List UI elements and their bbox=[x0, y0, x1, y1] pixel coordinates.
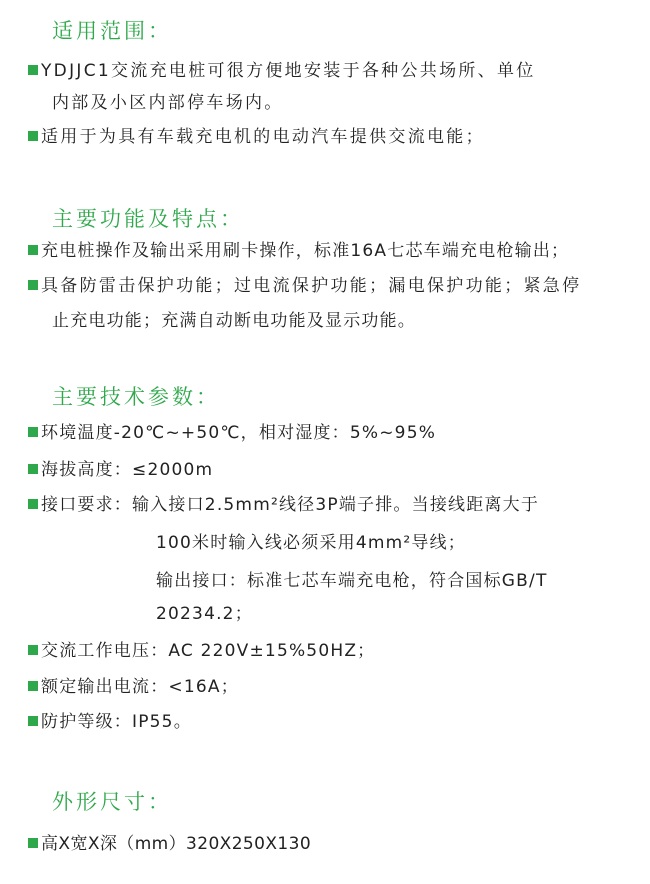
bullet-square-icon bbox=[28, 65, 38, 75]
bullet-square-icon bbox=[28, 245, 38, 255]
dimensions-size-text: 高X宽X深（mm）320X250X130 bbox=[41, 834, 312, 854]
bullet-square-icon bbox=[28, 427, 38, 437]
features-item-1 bbox=[28, 240, 569, 262]
spec-current-text: 额定输出电流：<16A； bbox=[41, 677, 239, 697]
scope-item-1 bbox=[28, 60, 536, 82]
bullet-square-icon bbox=[28, 131, 38, 141]
spec-protection bbox=[28, 711, 192, 733]
features-item-1-text: 充电桩操作及输出采用刷卡操作，标准16A七芯车端充电枪输出； bbox=[41, 241, 570, 261]
spec-altitude bbox=[28, 459, 213, 481]
features-item-2-text: 具备防雷击保护功能；过电流保护功能；漏电保护功能；紧急停 bbox=[41, 276, 582, 296]
spec-interface-line-3: 输出接口：标准七芯车端充电枪，符合国标GB/T bbox=[156, 571, 548, 591]
spec-interface bbox=[28, 494, 539, 516]
spec-temperature-text: 环境温度-20℃~+50℃，相对湿度：5%~95% bbox=[41, 423, 437, 443]
spec-altitude-text: 海拔高度：≤2000m bbox=[41, 460, 214, 480]
features-item-2 bbox=[28, 275, 581, 297]
specs-heading: 主要技术参数： bbox=[52, 385, 220, 409]
dimensions-size bbox=[28, 833, 311, 855]
spec-current bbox=[28, 676, 239, 698]
scope-item-2-text: 适用于为具有车载充电机的电动汽车提供交流电能； bbox=[41, 127, 485, 147]
bullet-square-icon bbox=[28, 645, 38, 655]
bullet-square-icon bbox=[28, 464, 38, 474]
bullet-square-icon bbox=[28, 280, 38, 290]
scope-item-1-text: YDJJC1交流充电桩可很方便地安装于各种公共场所、单位 bbox=[41, 61, 536, 81]
scope-item-2 bbox=[28, 126, 485, 148]
spec-protection-text: 防护等级：IP55。 bbox=[41, 712, 192, 732]
scope-item-1-continuation: 内部及小区内部停车场内。 bbox=[52, 93, 284, 113]
bullet-square-icon bbox=[28, 681, 38, 691]
spec-interface-line-4: 20234.2； bbox=[156, 604, 253, 624]
spec-interface-text: 接口要求：输入接口2.5mm²线径3P端子排。当接线距离大于 bbox=[41, 495, 540, 515]
bullet-square-icon bbox=[28, 838, 38, 848]
spec-voltage-text: 交流工作电压：AC 220V±15%50HZ； bbox=[41, 641, 376, 661]
features-item-2-continuation: 止充电功能；充满自动断电功能及显示功能。 bbox=[52, 311, 416, 331]
bullet-square-icon bbox=[28, 499, 38, 509]
bullet-square-icon bbox=[28, 716, 38, 726]
spec-voltage bbox=[28, 640, 375, 662]
spec-interface-line-2: 100米时输入线必须采用4mm²导线； bbox=[156, 533, 466, 553]
scope-heading: 适用范围： bbox=[52, 19, 172, 43]
dimensions-heading: 外形尺寸： bbox=[52, 790, 172, 814]
features-heading: 主要功能及特点： bbox=[52, 207, 244, 231]
spec-temperature bbox=[28, 422, 436, 444]
